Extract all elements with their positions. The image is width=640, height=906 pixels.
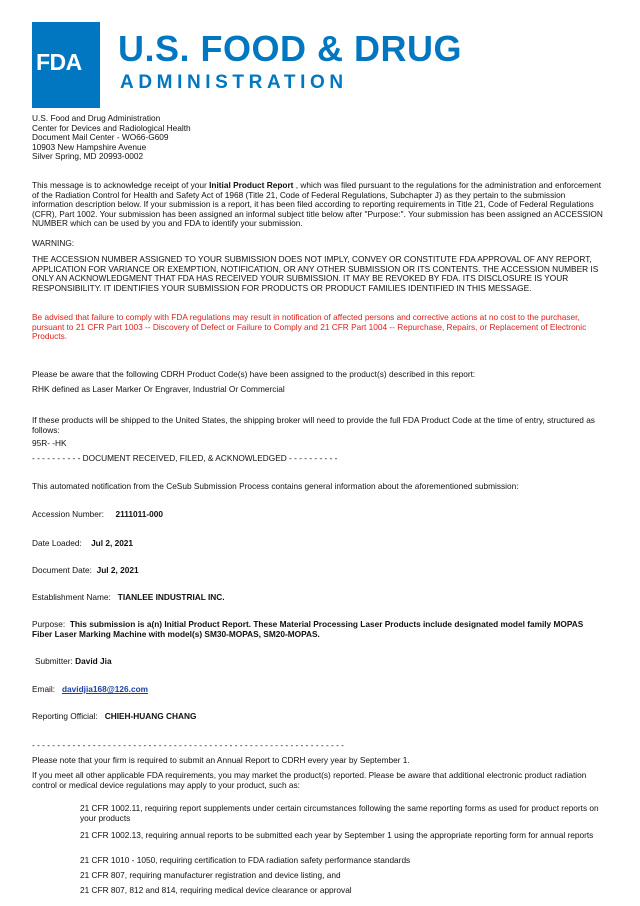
agency-subtitle: ADMINISTRATION	[120, 72, 348, 93]
separator-line: - - - - - - - - - - - - - - - - - - - - - - - - - - - - - - - - - - - - - - - - - - - - - - - - - - - - - - - - - - - - - -	[32, 741, 344, 750]
regulation-item: 21 CFR 807, 812 and 814, requiring medical device clearance or approval	[80, 885, 352, 895]
shipping-notice: If these products will be shipped to the United States, the shipping broker will need to provide the full FDA Product Code at the time of entry, structured as follows:	[32, 415, 595, 435]
intro-paragraph: This message is to acknowledge receipt of your Initial Product Report , which was filed pursuant to the regulations for the administration and enforcement of the Radiation Control for Health and Safety Act of 1968 (Title 21, Code of Federal Regulations, Subchapter J) as they pertain to the submission information description below. If your submission is a report, it has been filed according to reporting requirements in Title 21, Code of Federal Regulations (CFR), Part 1002. Your submission has been assigned an informal subject title below after "Purpose:". Your submission has been assigned an ACCESSION NUMBER which can be used by you and FDA to identify your submission.	[32, 180, 603, 229]
document-date-row: Document Date: Jul 2, 2021	[32, 565, 139, 575]
address-line: U.S. Food and Drug Administration	[32, 113, 161, 123]
establishment-row: Establishment Name: TIANLEE INDUSTRIAL INC.	[32, 592, 225, 602]
product-code-definition: RHK defined as Laser Marker Or Engraver, Industrial Or Commercial	[32, 384, 285, 394]
accession-number: 2111011-000	[115, 509, 164, 519]
regulation-item: 21 CFR 1002.13, requiring annual reports to be submitted each year by September 1 using the appropriate reporting form for annual reports	[80, 830, 594, 840]
purpose-row: Purpose: This submission is a(n) Initial Product Report. These Material Processing Laser Products include designated model family MOPAS Fiber Laser Marking Machine with model(s) SM30-MOPAS, SM20-MOPAS.	[32, 619, 584, 639]
market-note: If you meet all other applicable FDA requirements, you may market the product(s) reported. Please be aware that additional electronic product radiation control or medical device regulations may apply to your product, such as:	[32, 770, 587, 790]
regulation-item: 21 CFR 807, requiring manufacturer registration and device listing, and	[80, 870, 341, 880]
regulation-item: 21 CFR 1010 - 1050, requiring certification to FDA radiation safety performance standards	[80, 855, 411, 865]
purpose-text: This submission is a(n) Initial Product Report. These Material Processing Laser Products include designated model family MOPAS Fiber Laser Marking Machine with model(s) SM30-MOPAS, SM20-MOPAS.	[32, 619, 584, 639]
address-line: Silver Spring, MD 20993-0002	[32, 151, 144, 162]
annual-report-note: Please note that your firm is required to submit an Annual Report to CDRH every year by September 1.	[32, 755, 410, 765]
warning-label: WARNING:	[32, 238, 75, 248]
advisory-text: Be advised that failure to comply with FDA regulations may result in notification of affected persons and corrective actions at no cost to the purchaser, pursuant to 21 CFR Part 1003 -- Discovery of Defect or Failure to Comply and 21 CFR Part 1004 -- Repurchase, Repairs, or Replacement of Electronic Products.	[32, 312, 587, 342]
address-line: Center for Devices and Radiological Health	[32, 122, 191, 133]
fda-logo	[32, 22, 100, 108]
date-loaded-row: Date Loaded: Jul 2, 2021	[32, 538, 134, 548]
document-date: Jul 2, 2021	[96, 565, 139, 575]
fda-logo-text: FDA	[36, 49, 82, 75]
address-line: Document Mail Center - WO66-G609	[32, 132, 169, 143]
agency-name: U.S. FOOD & DRUG	[118, 28, 463, 69]
accession-row: Accession Number: 2111011-000	[32, 509, 164, 519]
establishment-name: TIANLEE INDUSTRIAL INC.	[117, 592, 225, 602]
reporting-official-row: Reporting Official: CHIEH-HUANG CHANG	[32, 711, 197, 721]
email-link[interactable]: davidjia168@126.com	[61, 684, 149, 694]
reporting-official: CHIEH-HUANG CHANG	[104, 711, 197, 721]
submitter-name: David Jia	[75, 656, 112, 666]
fda-header	[32, 22, 632, 114]
mailing-address	[32, 114, 191, 162]
warning-text: THE ACCESSION NUMBER ASSIGNED TO YOUR SUBMISSION DOES NOT IMPLY, CONVEY OR CONSTITUTE FDA APPROVAL OF ANY REPORT, APPLICATION FOR VARIANCE OR EXEMPTION, NOTIFICATION, OR ANY OTHER SUBMISSION OR ITS CONTENTS. THE ACCESSION NUMBER IS ONLY AN ACKNOWLEDGMENT THAT FDA HAS RECEIVED YOUR SUBMISSION. IT MAY BE REVOKED BY FDA. ITS DISCLOSURE IS YOUR RESPONSIBILITY. IT IDENTIFIES YOUR SUBMISSION FOR PRODUCTS OR PRODUCT FAMILIES IDENTIFIED IN THIS MESSAGE.	[32, 254, 599, 293]
automated-notice: This automated notification from the CeSub Submission Process contains general information about the aforementioned submission:	[32, 481, 519, 491]
regulation-item: 21 CFR 1002.11, requiring report supplements under certain circumstances following the same reporting forms as used for product reports on your products	[80, 803, 599, 823]
product-code-structure: 95R- -HK	[32, 438, 67, 448]
received-banner: - - - - - - - - - - DOCUMENT RECEIVED, FILED, & ACKNOWLEDGED - - - - - - - - - -	[32, 453, 338, 463]
report-type: Initial Product Report	[209, 180, 294, 190]
date-loaded: Jul 2, 2021	[91, 538, 134, 548]
address-line: 10903 New Hampshire Avenue	[32, 141, 147, 152]
email-row: Email: davidjia168@126.com	[32, 684, 149, 694]
submitter-row: Submitter: David Jia	[35, 656, 112, 666]
product-code-notice: Please be aware that the following CDRH Product Code(s) have been assigned to the product(s) described in this report:	[32, 369, 476, 379]
